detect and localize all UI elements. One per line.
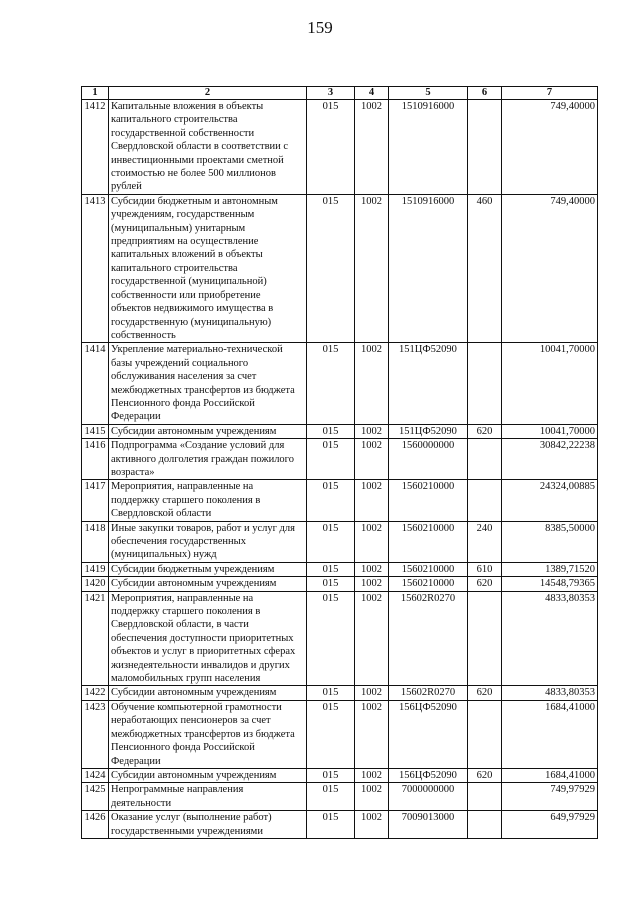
row-expense-type: 620 [468,424,502,438]
table-row [82,591,598,686]
row-ministry-code: 015 [307,768,355,782]
table-row [82,562,598,576]
row-expense-type: 620 [468,686,502,700]
row-section-code: 1002 [355,562,389,576]
row-expense-type: 610 [468,562,502,576]
table-row [82,343,598,424]
row-amount: 8385,50000 [502,521,598,562]
row-ministry-code: 015 [307,194,355,342]
row-name: Оказание услуг (выполнение работ) государственными учреждениями [109,811,307,839]
row-amount: 14548,79365 [502,577,598,591]
column-header: 7 [502,87,598,100]
row-expense-type [468,811,502,839]
row-number: 1425 [82,783,109,811]
row-name: Мероприятия, направленные на поддержку старшего поколения в Свердловской области [109,480,307,521]
row-target-code: 15602R0270 [389,591,468,686]
row-section-code: 1002 [355,521,389,562]
column-header: 1 [82,87,109,100]
row-section-code: 1002 [355,194,389,342]
row-expense-type [468,100,502,195]
row-name: Обучение компьютерной грамотности неработающих пенсионеров за счет межбюджетных трансфертов из бюджета Пенсионного фонда Российской Федерации [109,700,307,768]
row-name: Подпрограмма «Создание условий для активного долголетия граждан пожилого возраста» [109,439,307,480]
row-ministry-code: 015 [307,562,355,576]
row-number: 1412 [82,100,109,195]
row-target-code: 1560210000 [389,562,468,576]
row-target-code: 156ЦФ52090 [389,768,468,782]
row-number: 1417 [82,480,109,521]
row-amount: 749,40000 [502,100,598,195]
table-row [82,686,598,700]
column-header: 6 [468,87,502,100]
row-section-code: 1002 [355,577,389,591]
budget-table [81,86,598,839]
row-target-code: 7000000000 [389,783,468,811]
row-number: 1416 [82,439,109,480]
row-amount: 4833,80353 [502,591,598,686]
row-ministry-code: 015 [307,439,355,480]
row-amount: 749,40000 [502,194,598,342]
row-name: Капитальные вложения в объекты капитального строительства государственной собственности Свердловской области в соответствии с инвестиционными проектами сметной стоимостью не более 500 миллионов рублей [109,100,307,195]
row-amount: 1389,71520 [502,562,598,576]
row-name: Субсидии бюджетным и автономным учреждениям, государственным (муниципальным) унитарным предприятиям на осуществление капитальных вложений в объекты капитального строительства государственной (муниципальной) собственности или приобретение объектов недвижимого имущества в государственную (муниципальную) собственность [109,194,307,342]
row-section-code: 1002 [355,768,389,782]
row-name: Субсидии автономным учреждениям [109,577,307,591]
row-target-code: 151ЦФ52090 [389,343,468,424]
row-amount: 10041,70000 [502,343,598,424]
row-ministry-code: 015 [307,700,355,768]
row-number: 1423 [82,700,109,768]
row-ministry-code: 015 [307,783,355,811]
row-amount: 24324,00885 [502,480,598,521]
table-row [82,194,598,342]
row-amount: 10041,70000 [502,424,598,438]
row-target-code: 1510916000 [389,194,468,342]
row-number: 1421 [82,591,109,686]
row-expense-type [468,700,502,768]
row-ministry-code: 015 [307,100,355,195]
row-number: 1415 [82,424,109,438]
table-row [82,700,598,768]
row-number: 1413 [82,194,109,342]
table-row [82,768,598,782]
row-amount: 649,97929 [502,811,598,839]
column-header: 2 [109,87,307,100]
row-section-code: 1002 [355,480,389,521]
row-name: Субсидии автономным учреждениям [109,686,307,700]
row-target-code: 15602R0270 [389,686,468,700]
row-ministry-code: 015 [307,424,355,438]
table-row [82,424,598,438]
row-expense-type: 460 [468,194,502,342]
table-row [82,577,598,591]
row-number: 1422 [82,686,109,700]
column-header: 5 [389,87,468,100]
row-expense-type [468,343,502,424]
row-expense-type [468,480,502,521]
row-amount: 1684,41000 [502,768,598,782]
row-section-code: 1002 [355,591,389,686]
row-ministry-code: 015 [307,480,355,521]
row-section-code: 1002 [355,100,389,195]
row-section-code: 1002 [355,783,389,811]
row-expense-type [468,439,502,480]
row-amount: 1684,41000 [502,700,598,768]
row-number: 1426 [82,811,109,839]
row-section-code: 1002 [355,424,389,438]
row-target-code: 156ЦФ52090 [389,700,468,768]
table-row [82,480,598,521]
table-row [82,439,598,480]
row-section-code: 1002 [355,811,389,839]
column-header: 4 [355,87,389,100]
page-number: 159 [307,18,333,37]
row-target-code: 1560210000 [389,577,468,591]
row-name: Субсидии автономным учреждениям [109,424,307,438]
row-name: Субсидии бюджетным учреждениям [109,562,307,576]
row-expense-type: 240 [468,521,502,562]
row-ministry-code: 015 [307,343,355,424]
row-ministry-code: 015 [307,521,355,562]
row-expense-type: 620 [468,768,502,782]
row-expense-type [468,591,502,686]
row-number: 1418 [82,521,109,562]
table-row [82,811,598,839]
header-row [82,87,598,100]
row-target-code: 7009013000 [389,811,468,839]
row-amount: 749,97929 [502,783,598,811]
row-section-code: 1002 [355,343,389,424]
row-target-code: 1560210000 [389,480,468,521]
column-header: 3 [307,87,355,100]
row-number: 1420 [82,577,109,591]
row-ministry-code: 015 [307,811,355,839]
row-name: Укрепление материально-технической базы учреждений социального обслуживания населения за счет межбюджетных трансфертов из бюджета Пенсионного фонда Российской Федерации [109,343,307,424]
row-ministry-code: 015 [307,686,355,700]
row-ministry-code: 015 [307,577,355,591]
row-number: 1419 [82,562,109,576]
row-target-code: 1510916000 [389,100,468,195]
row-target-code: 151ЦФ52090 [389,424,468,438]
row-name: Субсидии автономным учреждениям [109,768,307,782]
row-section-code: 1002 [355,686,389,700]
row-amount: 4833,80353 [502,686,598,700]
row-ministry-code: 015 [307,591,355,686]
row-amount: 30842,22238 [502,439,598,480]
row-section-code: 1002 [355,439,389,480]
row-target-code: 1560210000 [389,521,468,562]
row-name: Непрограммные направления деятельности [109,783,307,811]
row-number: 1414 [82,343,109,424]
row-section-code: 1002 [355,700,389,768]
row-target-code: 1560000000 [389,439,468,480]
row-number: 1424 [82,768,109,782]
row-expense-type: 620 [468,577,502,591]
row-name: Иные закупки товаров, работ и услуг для обеспечения государственных (муниципальных) нужд [109,521,307,562]
table-row [82,100,598,195]
row-name: Мероприятия, направленные на поддержку старшего поколения в Свердловской области, в части обеспечения доступности приоритетных объектов и услуг в приоритетных сферах жизнедеятельности инвалидов и других маломобильных групп населения [109,591,307,686]
row-expense-type [468,783,502,811]
table-row [82,783,598,811]
table-row [82,521,598,562]
